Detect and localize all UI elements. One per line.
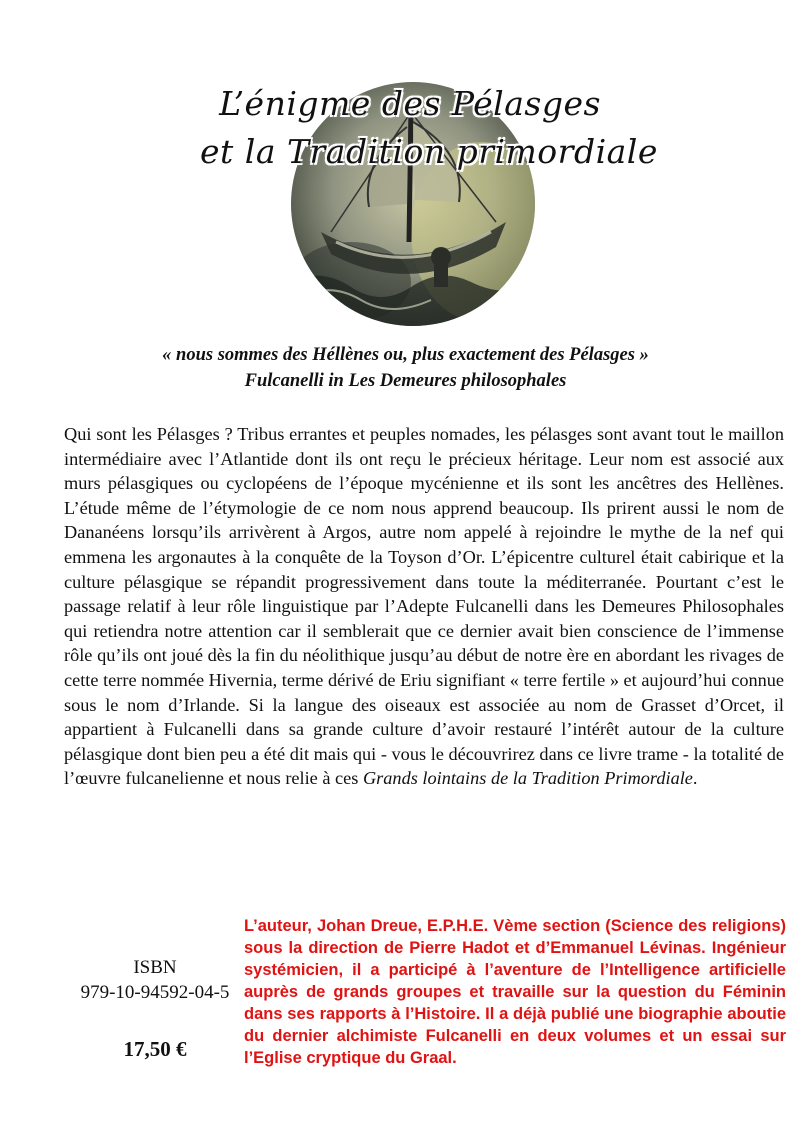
- epigraph-text: « nous sommes des Héllènes ou, plus exactement des Pélasges »: [162, 345, 649, 365]
- summary-text: Qui sont les Pélasges ? Tribus errantes et peuples nomades, les pélasges sont avant tout le maillon intermédiaire avec l’Atlantide dont ils ont reçu le précieux héritage. Leur nom est associé aux murs pélasgiques ou cyclopéens de l’époque mycénienne et ils sont les ancêtres des Hellènes. L’étude même de l’étymologie de ce nom nous apprend beaucoup. Ils prirent aussi le nom de Dananéens lorsqu’ils arrivèrent à Argos, autre nom appelé à rejoindre le mythe de la nef qui emmena les argonautes à la conquête de la Toyson d’Or. L’épicentre culturel était cabirique et la culture pélasgique se répandit progressivement dans toute la méditerranée. Pourtant c’est le passage relatif à leur rôle linguistique par l’Adepte Fulcanelli dans les Demeures Philosophales qui retiendra notre attention car il semblerait que ce dernier avait bien conscience de l’immense rôle qu’ils ont joué dès la fin du néolithique jusqu’au début de notre ère en abordant les rivages de cette terre nommée Hivernia, terme dérivé de Eriu signifiant « terre fertile » et aujourd’hui connue sous le nom d’Irlande. Si la langue des oiseaux est associée au nom de Grasset d’Orcet, il appartient à Fulcanelli dans sa grande culture d’avoir restauré l’intérêt autour de la culture pélasgique dont bien peu a été dit mais qui - vous le découvrirez dans ce livre trame - la totalité de l’œuvre fulcanelienne et nous relie à ces: [64, 424, 784, 789]
- book-title: [200, 80, 658, 176]
- epigraph: [60, 342, 751, 394]
- price: 17,50 €: [123, 1037, 187, 1061]
- isbn-number: 979-10-94592-04-5: [80, 982, 230, 1003]
- summary-end-punctuation: .: [692, 768, 698, 789]
- title-line-1: L’énigme des Pélasges: [219, 84, 601, 123]
- title-line-2: et la Tradition primordiale: [200, 132, 658, 171]
- isbn-label: ISBN: [133, 957, 177, 978]
- epigraph-attribution: Fulcanelli in Les Demeures philosophales: [244, 371, 567, 391]
- author-bio: L’auteur, Johan Dreue, E.P.H.E. Vème section (Science des religions) sous la direction de Pierre Hadot et d’Emmanuel Lévinas. Ingénieur systémicien, il a participé à l’aventure de l’Intelligence artificielle auprès de grands groupes et travaille sur la question du Féminin dans ses rapports à l’Histoire. Il a déjà publié une biographie aboutie du dernier alchimiste Fulcanelli en deux volumes et un essai sur l’Eglise cryptique du Graal.: [244, 917, 786, 1067]
- summary-italic-ending: Grands lointains de la Tradition Primordiale: [362, 768, 693, 789]
- isbn-block: [60, 955, 250, 1005]
- back-cover-summary: [64, 422, 784, 791]
